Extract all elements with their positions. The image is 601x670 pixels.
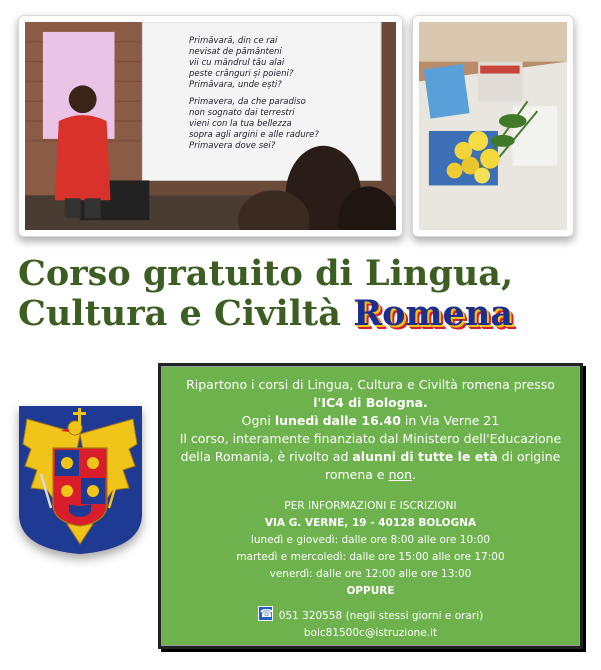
description-text-c: di origine [497,449,561,464]
classroom-photo [18,15,403,237]
coat-of-arms-romania [17,404,144,556]
slide-line: Primavera, da che paradiso [189,97,306,107]
office-hours-1: lunedì e giovedì: dalle ore 8:00 alle ore 10:00 [250,534,491,546]
description-line-1: Il corso, interamente finanziato dal Ministero dell'Educazione [179,431,562,446]
description-line-2 [169,448,572,466]
slide-line: Primavera dove sei? [189,141,276,151]
title-line-2-prefix: Cultura e Civiltà [18,293,354,334]
description-text-d: romena e [324,467,389,482]
description-line-3 [169,466,572,484]
books-flowers-photo-art [419,22,567,230]
page-title [18,254,588,334]
schedule-text-a: Ogni [241,413,275,428]
description-text-a: della Romania, è rivolto ad [180,449,353,464]
slide-line: sopra agli argini e alle radure? [189,130,319,140]
oppure-label: OPPURE [346,585,395,597]
title-line-1: Corso gratuito di Lingua, [18,253,514,294]
schedule-time: dalle 16.40 [322,413,401,428]
office-hours-3: venerdì: dalle ore 12:00 alle ore 13:00 [269,568,472,580]
title-romena-word: Romena [353,293,513,334]
projected-slide-text [189,36,389,152]
slide-line: vieni con la tua bellezza [189,119,292,129]
intro-line: Ripartono i corsi di Lingua, Cultura e Civiltà romena presso [186,377,555,392]
email-address[interactable]: boic81500c@istruzione.it [303,627,438,639]
books-flowers-photo [412,15,574,237]
slide-line: non sognato dai terrestri [189,108,295,118]
phone-icon [258,606,273,621]
contact-heading: PER INFORMAZIONI E ISCRIZIONI [284,500,457,512]
school-address: VIA G. VERNE, 19 - 40128 BOLOGNA [264,517,477,529]
slide-line: nevisat de pământeni [189,47,282,57]
office-hours-2: martedì e mercoledì: dalle ore 15:00 alle ore 17:00 [236,551,505,563]
phone-line [169,606,572,625]
course-info-panel [158,363,583,649]
schedule-place: in Via Verne 21 [400,413,500,428]
schedule-line [169,412,572,430]
slide-line: peste crânguri și poieni? [189,69,294,79]
description-period: . [412,467,417,482]
schedule-day: lunedì [274,413,319,428]
description-age-groups: alunni di tutte le età [352,449,498,464]
phone-number[interactable]: 051 320558 (negli stessi giorni e orari) [278,610,484,622]
slide-line: Primăvara, unde ești? [189,80,282,90]
slide-line: vii cu mândrul tău alai [189,58,285,68]
school-name: l'IC4 di Bologna. [313,395,428,410]
slide-line: Primăvară, din ce rai [189,36,278,46]
description-non: non [388,467,413,482]
